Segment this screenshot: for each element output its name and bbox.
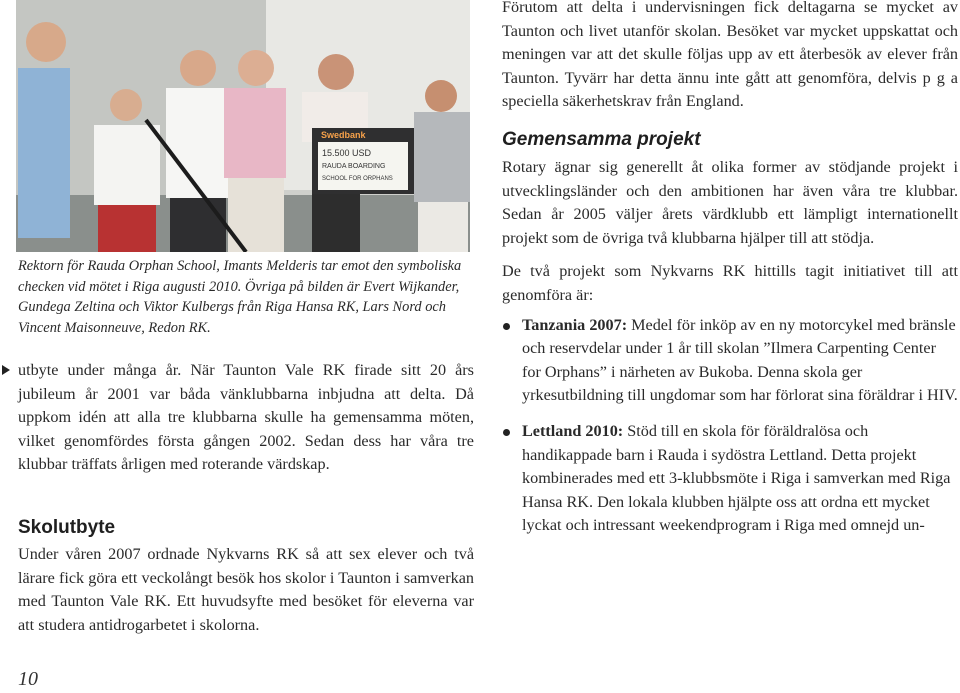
right-paragraph-1: Förutom att delta i undervisningen fick deltagarna se mycket av Taunton och livet utanför skolan. Besöket var mycket uppskattat och meningen var att det skulle följas upp av ett återbesök av elever från Taunton. Tyvärr har detta ännu inte gått att genomföra, delvis p g a speciella säkerhetskrav från England. [502, 0, 958, 111]
group-photo [16, 0, 470, 252]
check-bank: Swedbank [321, 130, 366, 140]
right-paragraph-2: Rotary ägnar sig generellt åt olika former av stödjande projekt i utvecklingsländer och den ambitionen har även våra tre klubbar. Sedan år 2005 väljer årets värdklubb ett lämpligt internationellt projekt som de övriga två klubbarna hjälper till att stödja. [502, 157, 958, 247]
right-column [502, 0, 958, 550]
check-line-3: SCHOOL FOR ORPHANS [322, 176, 393, 182]
heading-skolutbyte: Skolutbyte [18, 517, 116, 538]
page-number: 10 [18, 668, 38, 690]
project-text: Medel för inköp av en ny motorcykel med bränsle och reservdelar under 1 år till skolan ”Ilmera Carpenting Center for Orphans” i närheten av Bukoba. Denna skola ger yrkesutbildning till ungdomar som har förlorat sina föräldrar i HIV. [522, 315, 958, 405]
left-paragraph-2: Under våren 2007 ordnade Nykvarns RK så att sex elever och två lärare fick göra ett veckolångt besök hos skolor i Taunton i samverkan med Taunton Vale RK. Ett huvudsyfte med besöket för eleverna var att studera antidrogarbetet i skolorna. [18, 545, 474, 634]
project-list [502, 314, 958, 538]
check-amount: 15.500 USD [322, 148, 372, 158]
photo-caption: Rektorn för Rauda Orphan School, Imants Melderis tar emot den symboliska checken vid mötet i Riga augusti 2010. Övriga på bilden är Evert Wijkander, Gundega Zeltina och Viktor Kulbergs från Riga Hansa RK, Lars Nord och Vincent Maisonneuve, Redon RK. [18, 258, 462, 336]
check-line-2: RAUDA BOARDING [322, 163, 386, 170]
project-text: Stöd till en skola för föräldralösa och handikappade barn i Rauda i sydöstra Lettland. Detta projekt kombinerades med ett 3-klubbsmöte i Riga i samverkan med Riga Hansa RK. Den lokala klubben hjälpte oss att ordna ett mycket lyckat och intressant weekendprogram i Riga med omnejd un- [522, 421, 951, 535]
photo-illustration [16, 0, 470, 252]
list-item [502, 314, 958, 408]
left-column-intro [18, 359, 474, 477]
right-paragraph-3: De två projekt som Nykvarns RK hittills tagit initiativet till att genomföra är: [502, 262, 958, 304]
heading-gemensamma-projekt: Gemensamma projekt [502, 128, 701, 150]
list-item [502, 420, 958, 538]
left-paragraph-1: utbyte under många år. När Taunton Vale RK firade sitt 20 års jubileum år 2001 var båda vänklubbarna inbjudna att delta. Då uppkom idén att alla tre klubbarna skulle ha gemensamma möten, vilket genomfördes första gången 2002. Sedan dess har våra tre klubbar träffats årligen med roterande värdskap. [18, 361, 474, 474]
continuation-arrow-icon [2, 365, 10, 375]
project-lead: Tanzania 2007: [522, 315, 628, 334]
project-lead: Lettland 2010: [522, 421, 624, 440]
left-column-body [18, 543, 474, 637]
